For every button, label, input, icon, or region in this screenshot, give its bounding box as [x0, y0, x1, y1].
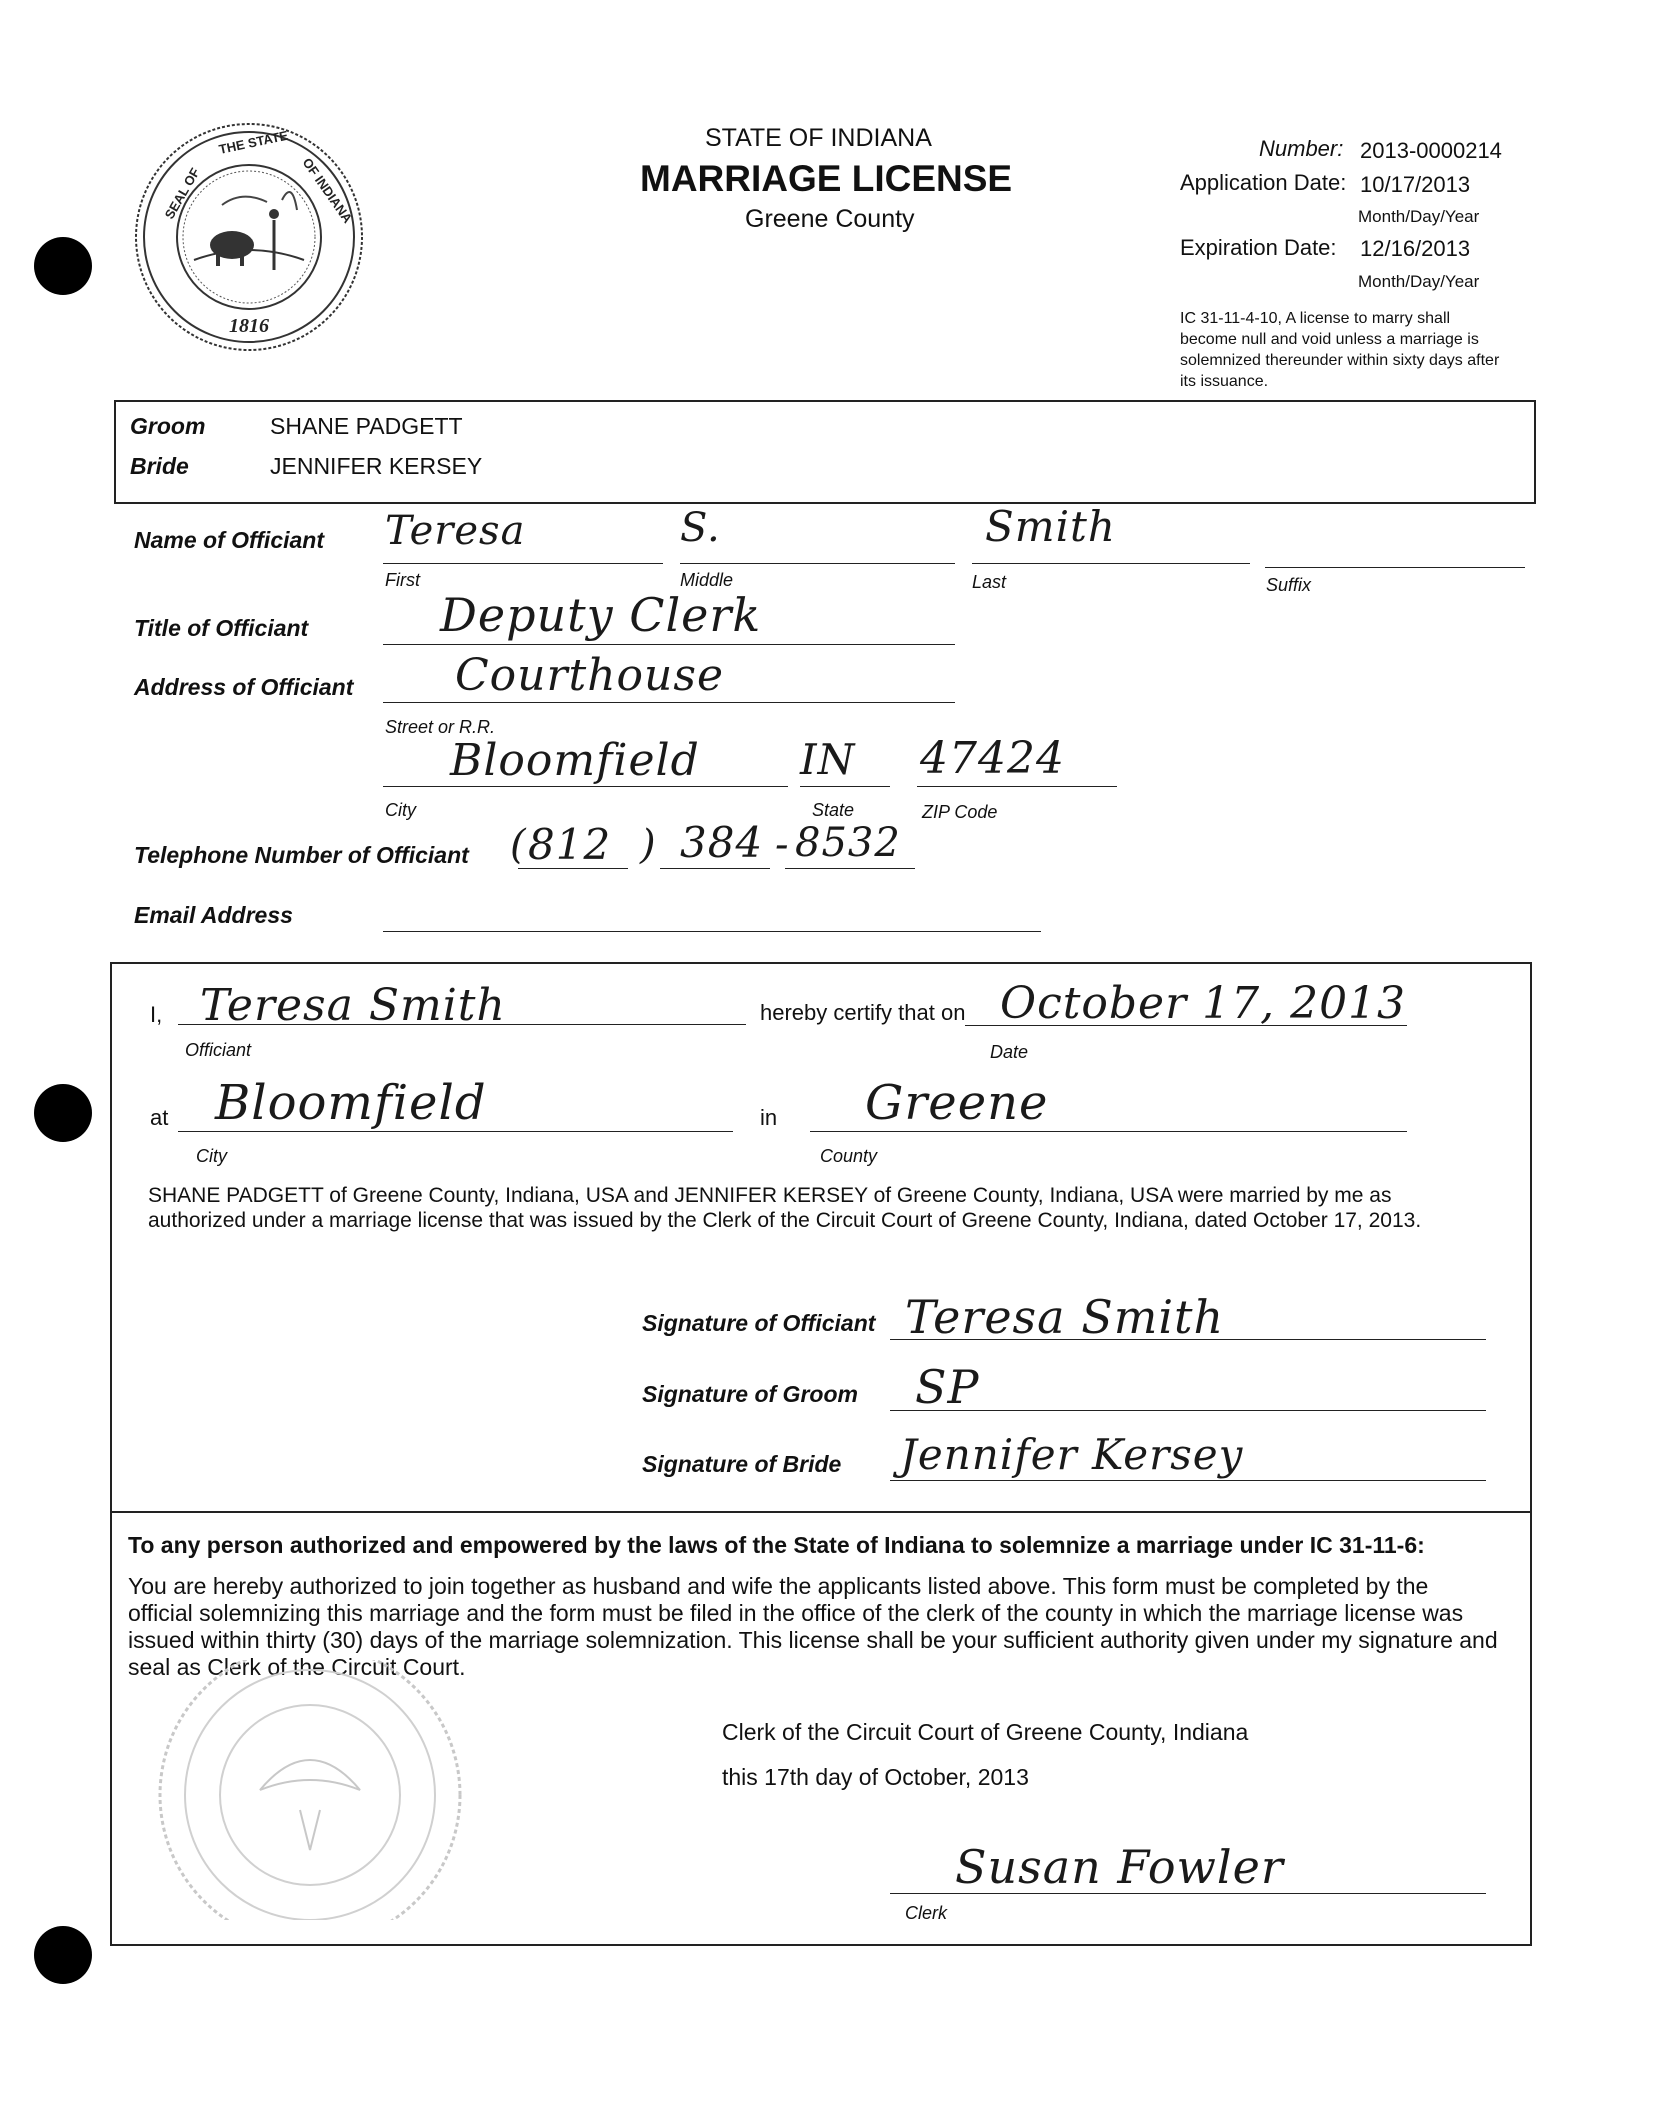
- officiant-line: [178, 1024, 746, 1025]
- officiant-address-label: Address of Officiant: [134, 674, 354, 700]
- officiant-caption: Officiant: [185, 1040, 252, 1060]
- county-caption: County: [820, 1146, 878, 1166]
- ceremony-city-line: [178, 1131, 733, 1132]
- seal-year-text: 1816: [229, 315, 269, 337]
- svg-text:THE STATE: THE STATE: [217, 127, 290, 157]
- officiant-last-name: Smith: [985, 502, 1116, 551]
- date-format-caption: Month/Day/Year: [1358, 207, 1480, 226]
- phone-area-code: 812: [528, 820, 612, 869]
- officiant-phone-label: Telephone Number of Officiant: [134, 842, 469, 868]
- middle-caption: Middle: [680, 570, 734, 590]
- certification-statement: SHANE PADGETT of Greene County, Indiana, USA and JENNIFER KERSEY of Greene County, Indiana, USA were married by me as authorized under a marriage license that was issued by the Clerk of the Circuit Court of Greene County, Indiana, dated October 17, 2013.: [148, 1184, 1422, 1232]
- street-caption: Street or R.R.: [385, 717, 496, 737]
- application-date-label: Application Date:: [1180, 170, 1347, 195]
- last-caption: Last: [972, 572, 1007, 592]
- state-line: [800, 786, 890, 787]
- punch-hole-top: [34, 237, 92, 295]
- bride-name: JENNIFER KERSEY: [270, 453, 483, 479]
- officiant-signature-label: Signature of Officiant: [642, 1310, 876, 1336]
- certify-text: hereby certify that on: [760, 1000, 966, 1025]
- first-caption: First: [385, 570, 420, 590]
- officiant-city: Bloomfield: [450, 735, 700, 786]
- officiant-title: Deputy Clerk: [440, 588, 762, 642]
- officiant-state: IN: [800, 735, 856, 784]
- suffix-caption: Suffix: [1266, 575, 1312, 595]
- certify-i-label: I,: [150, 1002, 163, 1027]
- clerk-caption: Clerk: [905, 1903, 948, 1923]
- officiant-name-label: Name of Officiant: [134, 527, 324, 553]
- officiant-signature-line: [890, 1339, 1486, 1340]
- suffix-line: [1265, 567, 1525, 568]
- zip-line: [917, 786, 1117, 787]
- groom-signature: SP: [915, 1360, 980, 1414]
- date-caption: Date: [990, 1042, 1029, 1062]
- at-label: at: [150, 1105, 169, 1130]
- ceremony-city: Bloomfield: [215, 1075, 487, 1131]
- last-name-line: [972, 563, 1250, 564]
- clerk-signature-line: [890, 1893, 1486, 1894]
- expiration-date-label: Expiration Date:: [1180, 235, 1337, 260]
- groom-signature-label: Signature of Groom: [642, 1381, 858, 1407]
- clerk-title: Clerk of the Circuit Court of Greene County, Indiana: [722, 1719, 1249, 1745]
- groom-name: SHANE PADGETT: [270, 413, 463, 439]
- state-seal-icon: [132, 120, 367, 355]
- ceremony-county-line: [810, 1131, 1407, 1132]
- phone-prefix: 384: [680, 818, 764, 867]
- groom-signature-line: [890, 1410, 1486, 1411]
- officiant-signature: Teresa Smith: [905, 1290, 1225, 1344]
- date-format-caption: Month/Day/Year: [1358, 272, 1480, 291]
- authorization-heading: To any person authorized and empowered by the laws of the State of Indiana to solemnize a marriage under IC 31-11-6:: [128, 1532, 1425, 1558]
- authorization-body: You are hereby authorized to join together as husband and wife the applicants listed above. This form must be completed by the official solemnizing this marriage and the form must be filed in the office of the clerk of the county in which the marriage license was issued within thirty (30) days of the marriage solemnization. This license shall be your sufficient authority given under my signature and seal as Clerk of the Circuit Court.: [128, 1573, 1498, 1680]
- county-heading: Greene County: [745, 205, 915, 233]
- officiant-first-name: Teresa: [385, 508, 526, 554]
- groom-label: Groom: [130, 413, 206, 439]
- statute-note: IC 31-11-4-10, A license to marry shall become null and void unless a marriage is solemnized thereunder within sixty days after its issuance.: [1180, 310, 1500, 390]
- title-line: [383, 644, 955, 645]
- license-number: 2013-0000214: [1360, 138, 1502, 163]
- email-line: [383, 931, 1041, 932]
- bride-signature-label: Signature of Bride: [642, 1451, 842, 1477]
- number-label: Number:: [1259, 136, 1344, 161]
- city-line: [383, 786, 788, 787]
- state-caption: State: [812, 800, 855, 820]
- city-caption: City: [385, 800, 416, 820]
- ceremony-county: Greene: [865, 1075, 1049, 1131]
- punch-hole-bottom: [34, 1926, 92, 1984]
- expiration-date: 12/16/2013: [1360, 236, 1471, 261]
- street-line: [383, 702, 955, 703]
- application-date: 10/17/2013: [1360, 172, 1471, 197]
- bride-signature: Jennifer Kersey: [900, 1430, 1244, 1479]
- officiant-zip: 47424: [920, 733, 1065, 784]
- marriage-date: October 17, 2013: [1000, 978, 1407, 1029]
- circuit-court-seal-icon: [150, 1660, 470, 1920]
- page-title: MARRIAGE LICENSE: [640, 158, 1013, 199]
- bride-label: Bride: [130, 453, 189, 479]
- phone-number-line: [785, 868, 915, 869]
- state-heading: STATE OF INDIANA: [705, 124, 932, 152]
- officiant-middle-name: S.: [680, 505, 721, 551]
- svg-text:SEAL OF: SEAL OF: [161, 165, 203, 222]
- punch-hole-middle: [34, 1084, 92, 1142]
- clerk-date-line: this 17th day of October, 2013: [722, 1764, 1029, 1790]
- email-label: Email Address: [134, 902, 293, 928]
- authorization-divider: [112, 1511, 1530, 1513]
- date-line: [965, 1025, 1407, 1026]
- bride-signature-line: [890, 1480, 1486, 1481]
- officiant-street: Courthouse: [455, 650, 724, 701]
- svg-text:OF INDIANA: OF INDIANA: [299, 155, 356, 226]
- officiant-title-label: Title of Officiant: [134, 615, 309, 641]
- certifying-officiant-name: Teresa Smith: [200, 980, 506, 1031]
- clerk-signature: Susan Fowler: [955, 1840, 1284, 1894]
- phone-prefix-line: [660, 868, 770, 869]
- city-caption: City: [196, 1146, 227, 1166]
- in-label: in: [760, 1105, 778, 1130]
- phone-area-line: [518, 868, 628, 869]
- middle-name-line: [680, 563, 955, 564]
- zip-caption: ZIP Code: [922, 802, 998, 822]
- first-name-line: [383, 563, 663, 564]
- phone-line-number: 8532: [795, 820, 901, 866]
